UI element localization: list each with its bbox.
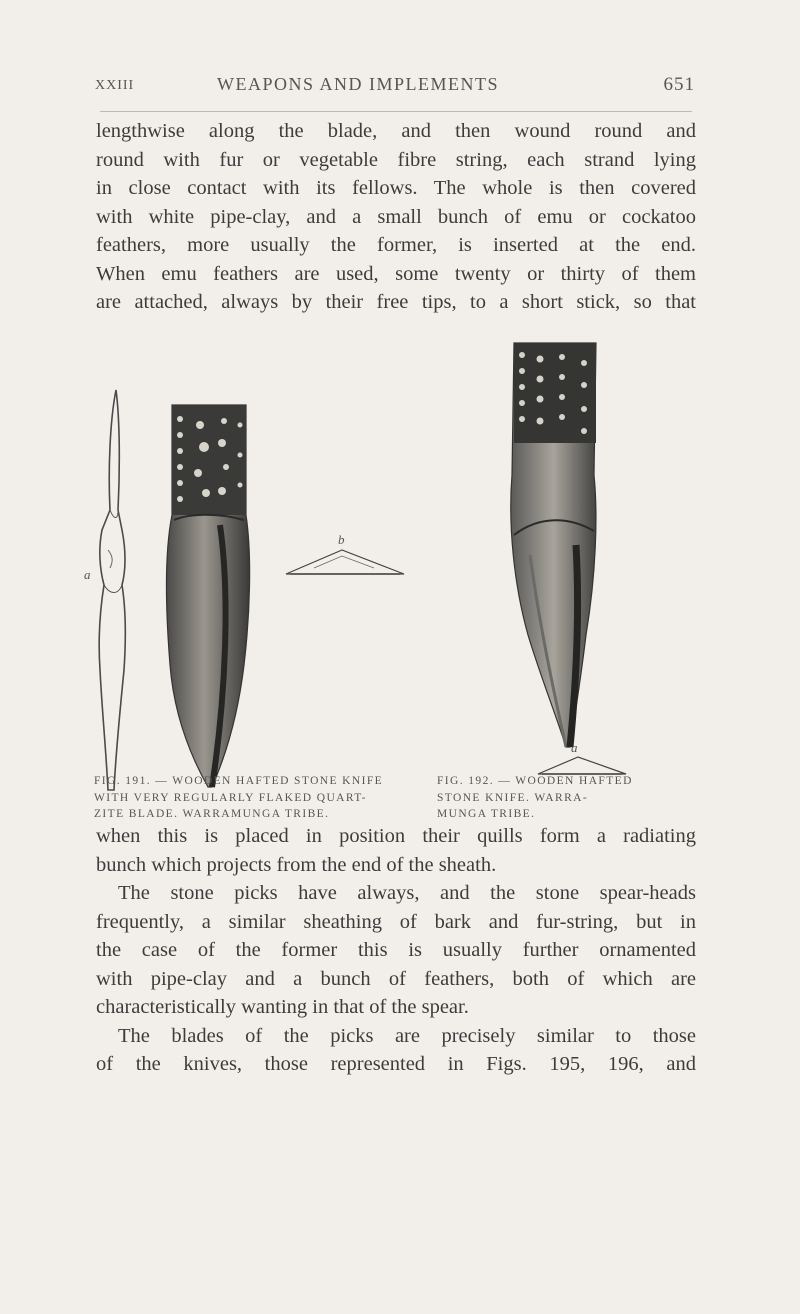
text-line: when this is placed in position their quills form a radiating [96, 825, 696, 847]
text-line: the case of the former this is usually further ornamented [96, 939, 696, 961]
text-line: feathers, more usually the former, is inserted at the end. [96, 234, 696, 256]
figure-191-label-a: a [84, 567, 91, 582]
text-line: The blades of the picks are precisely similar to those [118, 1024, 696, 1047]
text-line: When emu feathers are used, some twenty or thirty of them [96, 262, 696, 285]
figure-191-label-b: b [338, 532, 345, 547]
text-line: frequently, a similar sheathing of bark and fur-string, but in [96, 910, 696, 933]
paragraph-bottom [96, 822, 696, 1079]
chapter-number: XXIII [95, 78, 135, 93]
running-title: WEAPONS AND IMPLEMENTS [217, 74, 500, 94]
caption-line: ZITE BLADE. WARRAMUNGA TRIBE. [94, 808, 330, 820]
text-line: lengthwise along the blade, and then wound round and [96, 120, 696, 142]
text-line: round with fur or vegetable fibre string, each strand lying [96, 148, 696, 171]
caption-line: FIG. 191. — WOODEN HAFTED STONE KNIFE [94, 775, 384, 787]
header-rule [100, 111, 692, 112]
running-header [95, 74, 695, 104]
figure-191-section-b [284, 546, 406, 580]
figure-191-knife-illustration [160, 395, 260, 795]
text-line: in close contact with its fellows. The whole is then covered [96, 177, 696, 199]
page-number: 651 [663, 74, 695, 95]
text-line: bunch which projects from the end of the sheath. [96, 853, 497, 876]
figure-191-side-view [80, 380, 150, 800]
text-line: with white pipe-clay, and a small bunch of emu or cockatoo [96, 205, 696, 228]
figure-192-knife-illustration [500, 335, 610, 755]
caption-line: WITH VERY REGULARLY FLAKED QUART- [94, 791, 367, 804]
caption-line: FIG. 192. — WOODEN HAFTED [437, 775, 633, 787]
paragraph-top [96, 117, 696, 317]
caption-line: STONE KNIFE. WARRA- [437, 791, 589, 804]
figure-191-caption [94, 773, 424, 823]
figure-192-label-a: a [571, 740, 578, 755]
text-line: characteristically wanting in that of the spear. [96, 996, 469, 1018]
text-line: with pipe-clay and a bunch of feathers, both of which are [96, 967, 696, 990]
text-line: The stone picks have always, and the stone spear-heads [118, 882, 696, 904]
caption-line: MUNGA TRIBE. [437, 808, 536, 820]
text-line: of the knives, those represented in Figs. 195, 196, and [96, 1053, 696, 1075]
text-line: are attached, always by their free tips, to a short stick, so that [96, 291, 696, 313]
figure-192-caption [437, 773, 702, 823]
